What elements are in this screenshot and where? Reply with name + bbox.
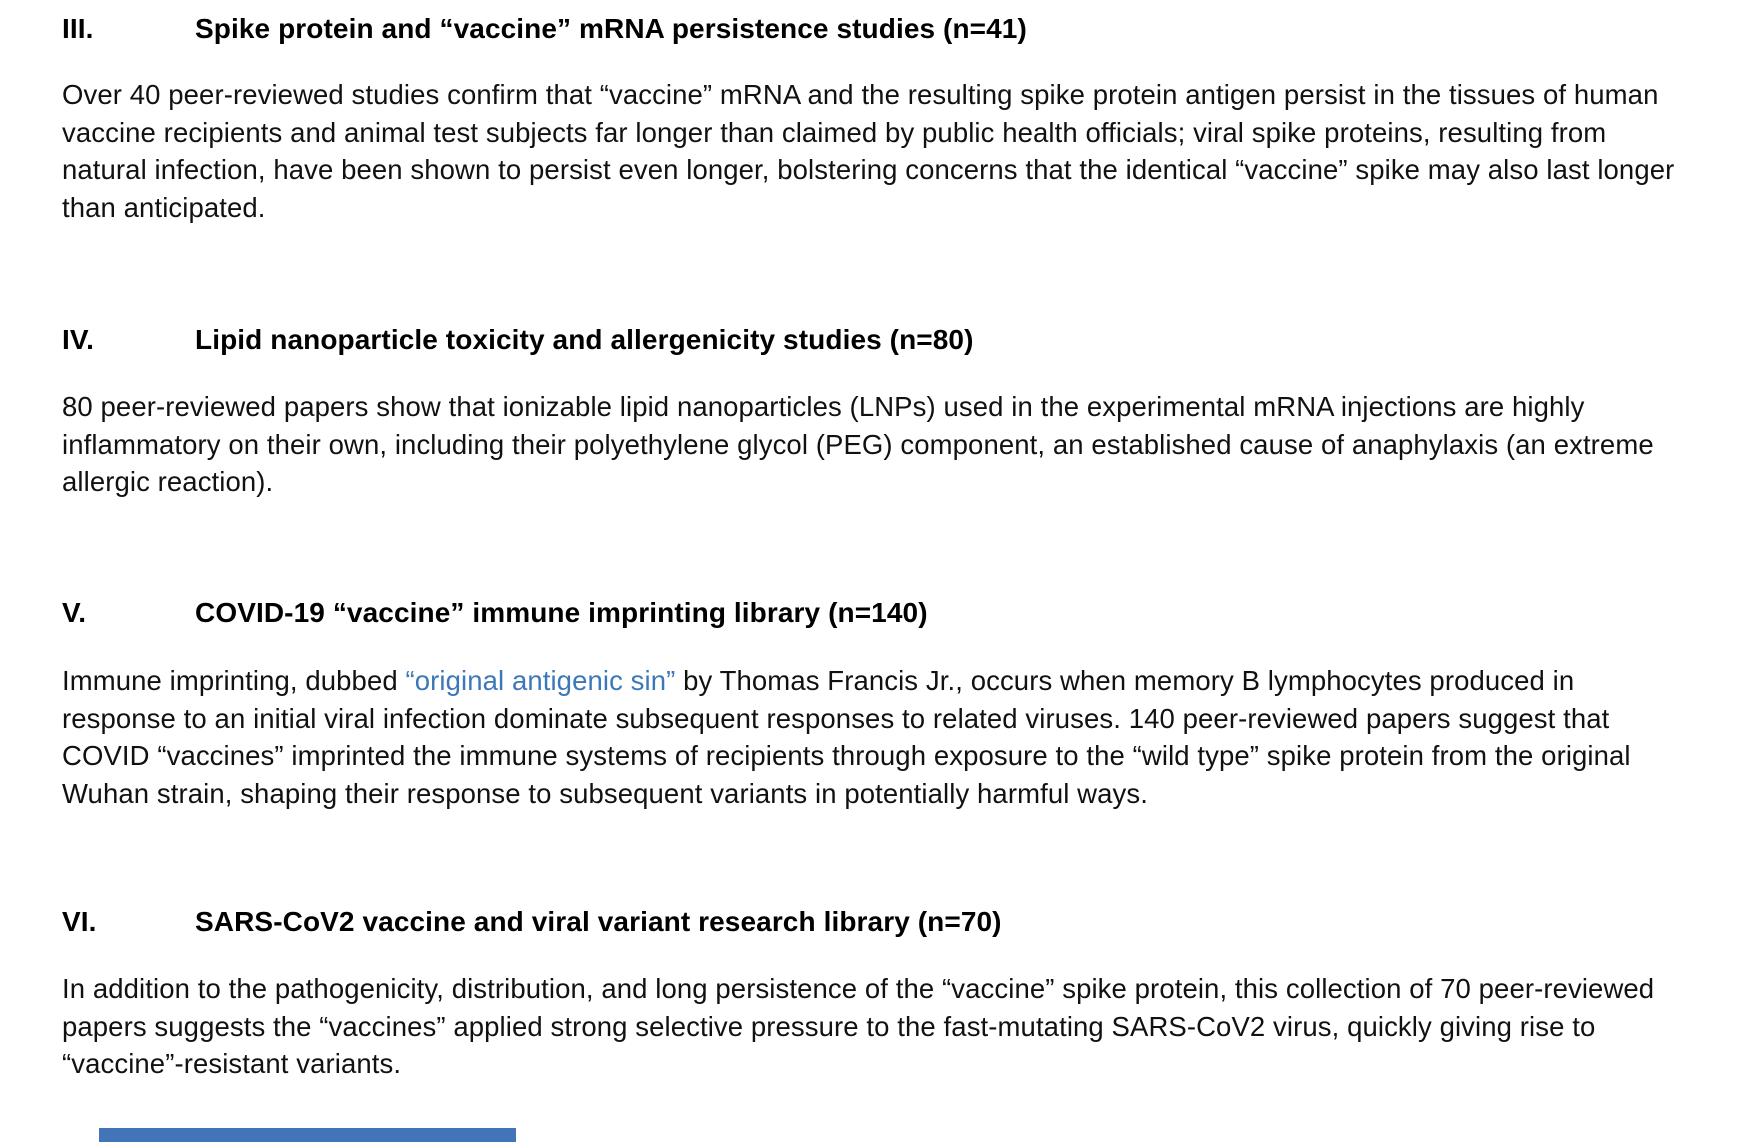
text-line: inflammatory on their own, including their polyethylene glycol (PEG) component, an established cause of anaphylaxis (an extreme [62, 428, 1654, 460]
text-line: natural infection, have been shown to persist even longer, bolstering concerns that the identical “vaccine” spike may also last longer [62, 154, 1675, 185]
section-numeral: III. [62, 13, 94, 44]
text-line: 80 peer-reviewed papers show that ionizable lipid nanoparticles (LNPs) used in the experimental mRNA injections are highly [62, 391, 1585, 422]
text-line: “vaccine”-resistant variants. [62, 1048, 402, 1079]
text-line: papers suggests the “vaccines” applied strong selective pressure to the fast-mutating SARS-CoV2 virus, quickly giving rise to [62, 1010, 1596, 1042]
section-title: Lipid nanoparticle toxicity and allergenicity studies (n=80) [195, 324, 974, 355]
section-title: Spike protein and “vaccine” mRNA persistence studies (n=41) [195, 13, 1027, 44]
text-line: In addition to the pathogenicity, distribution, and long persistence of the “vaccine” spike protein, this collection of 70 peer-reviewed [62, 973, 1655, 1004]
section-numeral: IV. [62, 324, 94, 355]
section-numeral: VI. [62, 906, 97, 937]
cutoff-blue-bar [99, 1128, 516, 1142]
text-line: COVID “vaccines” imprinted the immune systems of recipients through exposure to the “wild type” spike protein from the original [62, 740, 1631, 771]
text-line-with-link [62, 662, 1631, 700]
section-paragraph-v [62, 662, 1631, 812]
text-line: response to an initial viral infection dominate subsequent responses to related viruses. 140 peer-reviewed papers suggest that [62, 702, 1610, 734]
section-paragraph-iii [62, 76, 1674, 226]
text-line: Over 40 peer-reviewed studies confirm that “vaccine” mRNA and the resulting spike protein antigen persist in the tissues of human [62, 79, 1659, 110]
section-heading-iii [62, 13, 1027, 45]
section-heading-vi [62, 906, 1002, 938]
text-line: Wuhan strain, shaping their response to subsequent variants in potentially harmful ways. [62, 777, 1148, 809]
text-line: allergic reaction). [62, 466, 274, 497]
section-title: SARS-CoV2 vaccine and viral variant research library (n=70) [195, 906, 1002, 937]
text-line: than anticipated. [62, 191, 266, 223]
section-heading-iv [62, 324, 974, 356]
section-numeral: V. [62, 597, 87, 628]
text-line: vaccine recipients and animal test subjects far longer than claimed by public health officials; viral spike proteins, resulting from [62, 116, 1607, 148]
section-paragraph-iv [62, 388, 1654, 501]
section-paragraph-vi [62, 970, 1654, 1083]
original-antigenic-sin-link[interactable]: “original antigenic sin” [405, 665, 676, 696]
text-after-link: by Thomas Francis Jr., occurs when memory B lymphocytes produced in [675, 665, 1575, 696]
section-heading-v [62, 597, 928, 629]
text-before-link: Immune imprinting, dubbed [62, 665, 406, 696]
section-title: COVID-19 “vaccine” immune imprinting library (n=140) [195, 597, 928, 628]
